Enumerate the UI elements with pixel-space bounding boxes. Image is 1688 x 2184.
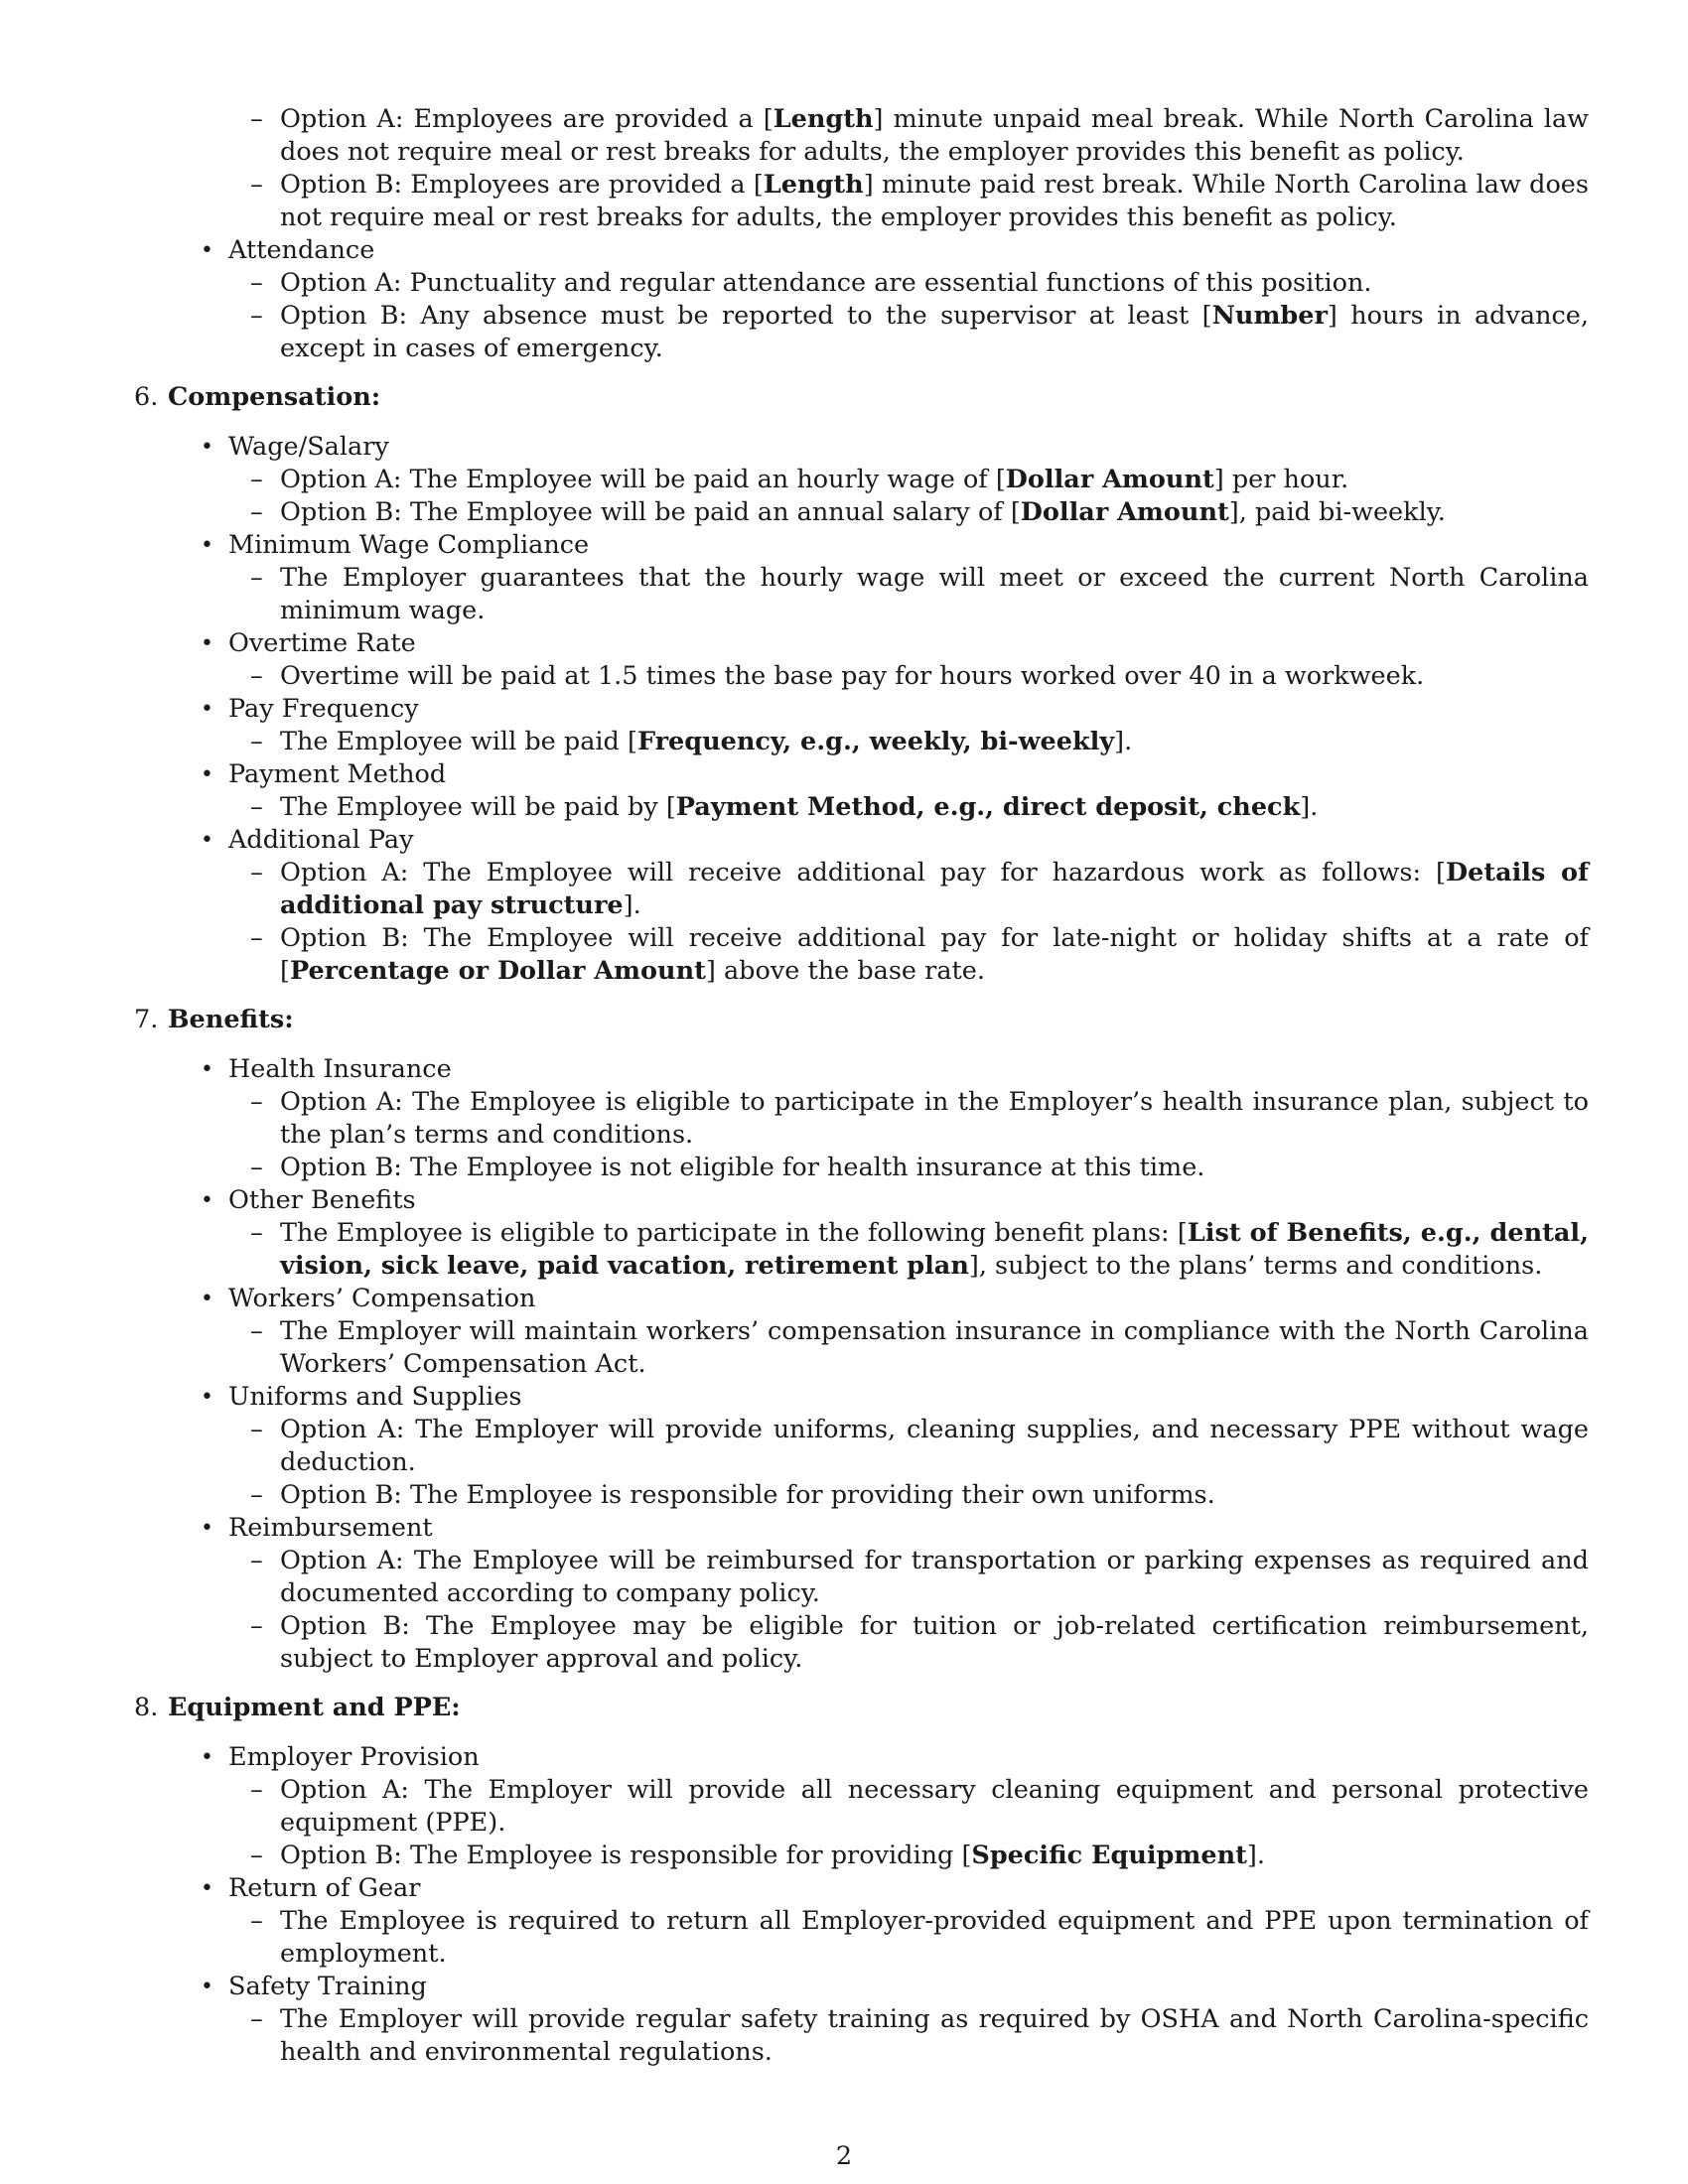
bullet-label: Safety Training xyxy=(228,1972,427,2001)
text-run: ] hours in advance, except in cases of emergency. xyxy=(280,301,1589,363)
dash-marker: – xyxy=(250,923,263,953)
bullet-label: Payment Method xyxy=(228,759,447,789)
bullet-item xyxy=(201,824,1589,857)
option-item xyxy=(250,300,1589,365)
text-run: Option A: The Employee is eligible to participate in the Employer’s health insurance plan, subject to the plan’s terms and conditions. xyxy=(280,1087,1589,1150)
option-item xyxy=(250,464,1589,496)
placeholder-field: Frequency, e.g., weekly, bi-weekly xyxy=(636,727,1115,756)
option-item xyxy=(250,791,1589,824)
option-item xyxy=(250,1840,1589,1872)
bullet-item xyxy=(201,234,1589,267)
bullet-label: Minimum Wage Compliance xyxy=(228,530,590,560)
bullet-item xyxy=(201,693,1589,726)
text-run: The Employee is eligible to participate in the following benefit plans: [ xyxy=(280,1218,1188,1248)
section-number: 8. xyxy=(134,1693,159,1722)
bullet-label: Employer Provision xyxy=(228,1742,480,1772)
text-run: ] minute unpaid meal break. While North Carolina law does not require meal or rest breaks for adults, the employer provides this benefit as policy. xyxy=(280,104,1589,167)
placeholder-field: Payment Method, e.g., direct deposit, check xyxy=(675,792,1301,822)
dash-marker: – xyxy=(250,727,263,756)
dash-marker: – xyxy=(250,1153,263,1182)
text-run: Option B: The Employee will be paid an annual salary of [ xyxy=(280,497,1021,527)
text-run: ] above the base rate. xyxy=(705,956,985,986)
text-run: ] minute paid rest break. While North Carolina law does not require meal or rest breaks for adults, the employer provides this benefit as policy. xyxy=(280,170,1589,232)
bullet-marker: • xyxy=(201,1057,213,1082)
bullet-item xyxy=(201,1381,1589,1414)
continued-list xyxy=(0,103,1688,365)
section-list xyxy=(0,431,1688,988)
bullet-label: Return of Gear xyxy=(228,1873,421,1903)
section-number: 7. xyxy=(134,1005,159,1034)
placeholder-field: Dollar Amount xyxy=(1005,465,1214,494)
option-item xyxy=(250,169,1589,234)
text-run: Option A: Punctuality and regular attendance are essential functions of this position. xyxy=(280,268,1372,298)
bullet-label: Overtime Rate xyxy=(228,628,416,658)
bullet-marker: • xyxy=(201,828,213,853)
option-item xyxy=(250,922,1589,988)
text-run: Option A: The Employer will provide all necessary cleaning equipment and personal protective equipment (PPE). xyxy=(280,1775,1589,1838)
text-run: Option A: Employees are provided a [ xyxy=(280,104,774,134)
bullet-item xyxy=(201,1053,1589,1086)
placeholder-field: Length xyxy=(763,170,864,200)
bullet-marker: • xyxy=(201,1745,213,1770)
text-run: Option A: The Employee will be paid an hourly wage of [ xyxy=(280,465,1006,494)
dash-marker: – xyxy=(250,465,263,494)
section-list xyxy=(0,1741,1688,2069)
bullet-marker: • xyxy=(201,238,213,263)
bullet-marker: • xyxy=(201,762,213,787)
bullet-item xyxy=(201,1741,1589,1774)
text-run: ]. xyxy=(1300,792,1319,822)
document-body xyxy=(0,103,1688,2069)
text-run: Overtime will be paid at 1.5 times the base pay for hours worked over 40 in a workweek. xyxy=(280,661,1425,691)
text-run: ] per hour. xyxy=(1213,465,1349,494)
text-run: ], subject to the plans’ terms and conditions. xyxy=(968,1251,1543,1281)
bullet-item xyxy=(201,431,1589,464)
placeholder-field: List of Benefits, e.g., dental, vision, sick leave, paid vacation, retirement plan xyxy=(280,1218,1589,1281)
dash-marker: – xyxy=(250,1546,263,1575)
dash-marker: – xyxy=(250,1480,263,1510)
bullet-label: Uniforms and Supplies xyxy=(228,1382,522,1412)
dash-marker: – xyxy=(250,1415,263,1444)
placeholder-field: Details of additional pay structure xyxy=(280,858,1590,920)
dash-marker: – xyxy=(250,1611,263,1641)
placeholder-field: Percentage or Dollar Amount xyxy=(289,956,706,986)
option-item xyxy=(250,1479,1589,1512)
text-run: The Employer will provide regular safety training as required by OSHA and North Carolina-specific health and environmental regulations. xyxy=(280,2004,1589,2067)
page-number: 2 xyxy=(835,2141,853,2171)
placeholder-field: Length xyxy=(773,104,874,134)
option-item xyxy=(250,1610,1589,1676)
option-item xyxy=(250,726,1589,758)
dash-marker: – xyxy=(250,268,263,298)
text-run: The Employee is required to return all Employer-provided equipment and PPE upon termination of employment. xyxy=(280,1906,1589,1969)
text-run: Option B: Any absence must be reported to the supervisor at least [ xyxy=(280,301,1212,331)
option-item xyxy=(250,1315,1589,1381)
bullet-label: Pay Frequency xyxy=(228,694,419,724)
bullet-item xyxy=(201,1971,1589,2003)
section-heading xyxy=(134,1004,1688,1036)
bullet-label: Additional Pay xyxy=(228,825,414,855)
bullet-label: Other Benefits xyxy=(228,1185,416,1215)
text-run: Option B: The Employee is responsible for providing [ xyxy=(280,1841,972,1870)
option-item xyxy=(250,496,1589,529)
bullet-item xyxy=(201,1184,1589,1217)
dash-marker: – xyxy=(250,858,263,887)
section-list xyxy=(0,1053,1688,1676)
sections-container xyxy=(0,381,1688,2069)
bullet-marker: • xyxy=(201,697,213,722)
dash-marker: – xyxy=(250,301,263,331)
bullet-marker: • xyxy=(201,435,213,460)
text-run: ]. xyxy=(1114,727,1133,756)
bullet-item xyxy=(201,1283,1589,1315)
bullet-marker: • xyxy=(201,1975,213,1999)
placeholder-field: Specific Equipment xyxy=(971,1841,1247,1870)
text-run: Option B: Employees are provided a [ xyxy=(280,170,764,200)
section-title: Benefits: xyxy=(168,1005,294,1034)
option-item xyxy=(250,1905,1589,1971)
option-item xyxy=(250,1086,1589,1152)
text-run: ], paid bi-weekly. xyxy=(1228,497,1446,527)
section-title: Compensation: xyxy=(168,382,381,412)
dash-marker: – xyxy=(250,2004,263,2034)
bullet-item xyxy=(201,529,1589,562)
option-item xyxy=(250,562,1589,627)
bullet-marker: • xyxy=(201,631,213,656)
text-run: Option B: The Employee is responsible for providing their own uniforms. xyxy=(280,1480,1215,1510)
placeholder-field: Number xyxy=(1211,301,1328,331)
text-run: Option A: The Employee will be reimbursed for transportation or parking expenses as required and documented according to company policy. xyxy=(280,1546,1589,1608)
bullet-item xyxy=(201,627,1589,660)
text-run: Option B: The Employee will receive additional pay for late-night or holiday shifts at a rate of [ xyxy=(280,923,1589,986)
dash-marker: – xyxy=(250,1841,263,1870)
text-run: ]. xyxy=(1246,1841,1265,1870)
option-item xyxy=(250,1774,1589,1840)
section-heading xyxy=(134,381,1688,414)
dash-marker: – xyxy=(250,563,263,593)
text-run: Option A: The Employee will receive additional pay for hazardous work as follows: [ xyxy=(280,858,1446,887)
bullet-marker: • xyxy=(201,1287,213,1311)
bullet-label: Health Insurance xyxy=(228,1054,452,1084)
bullet-marker: • xyxy=(201,1876,213,1901)
bullet-marker: • xyxy=(201,1188,213,1213)
text-run: The Employer will maintain workers’ compensation insurance in compliance with the North Carolina Workers’ Compensation Act. xyxy=(280,1316,1589,1379)
dash-marker: – xyxy=(250,661,263,691)
text-run: The Employer guarantees that the hourly wage will meet or exceed the current North Carolina minimum wage. xyxy=(280,563,1589,625)
option-item xyxy=(250,103,1589,169)
dash-marker: – xyxy=(250,1906,263,1936)
text-run: ]. xyxy=(623,890,641,920)
bullet-marker: • xyxy=(201,1385,213,1410)
text-run: Option B: The Employee may be eligible for tuition or job-related certification reimbursement, subject to Employer approval and policy. xyxy=(280,1611,1589,1674)
section-title: Equipment and PPE: xyxy=(168,1693,461,1722)
dash-marker: – xyxy=(250,792,263,822)
option-item xyxy=(250,267,1589,300)
option-item xyxy=(250,1545,1589,1610)
dash-marker: – xyxy=(250,1218,263,1248)
text-run: Option A: The Employer will provide uniforms, cleaning supplies, and necessary PPE without wage deduction. xyxy=(280,1415,1589,1477)
bullet-marker: • xyxy=(201,1516,213,1541)
bullet-item xyxy=(201,1512,1589,1545)
dash-marker: – xyxy=(250,1316,263,1346)
bullet-item xyxy=(201,1872,1589,1905)
bullet-label: Wage/Salary xyxy=(228,432,389,462)
dash-marker: – xyxy=(250,497,263,527)
bullet-label: Attendance xyxy=(228,235,375,265)
section-heading xyxy=(134,1692,1688,1724)
bullet-marker: • xyxy=(201,533,213,558)
bullet-label: Reimbursement xyxy=(228,1513,433,1543)
dash-marker: – xyxy=(250,1775,263,1805)
dash-marker: – xyxy=(250,1087,263,1117)
text-run: Option B: The Employee is not eligible for health insurance at this time. xyxy=(280,1153,1205,1182)
bullet-label: Workers’ Compensation xyxy=(228,1284,536,1313)
option-item xyxy=(250,1152,1589,1184)
option-item xyxy=(250,857,1590,922)
text-run: The Employee will be paid [ xyxy=(280,727,637,756)
text-run: The Employee will be paid by [ xyxy=(280,792,676,822)
dash-marker: – xyxy=(250,104,263,134)
option-item xyxy=(250,660,1589,693)
option-item xyxy=(250,1217,1589,1283)
placeholder-field: Dollar Amount xyxy=(1020,497,1229,527)
section-number: 6. xyxy=(134,382,159,412)
option-item xyxy=(250,2003,1589,2069)
option-item xyxy=(250,1414,1589,1479)
dash-marker: – xyxy=(250,170,263,200)
bullet-item xyxy=(201,758,1589,791)
